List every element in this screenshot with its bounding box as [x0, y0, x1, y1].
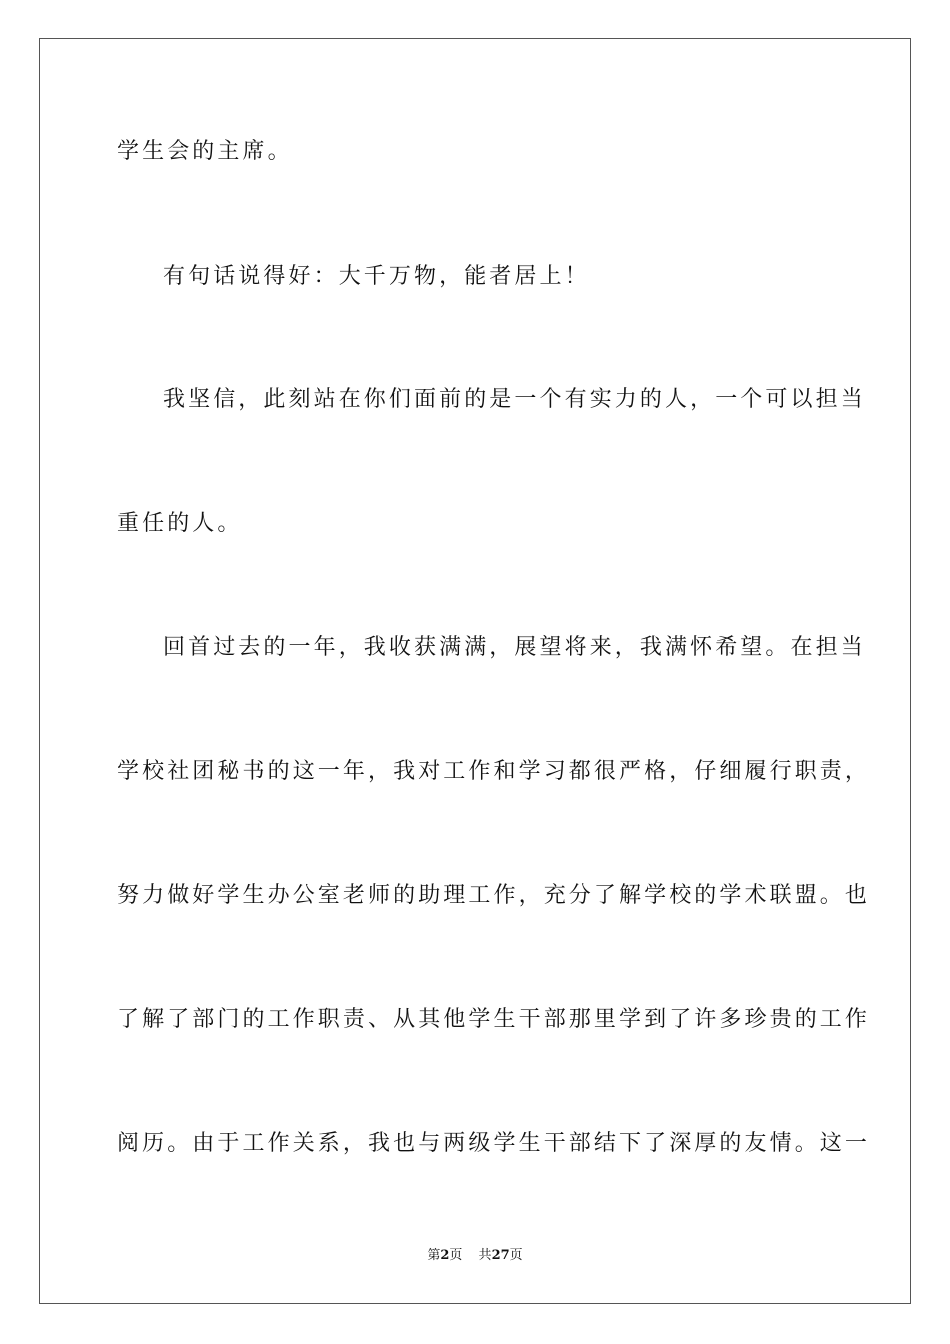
text-line: 了解了部门的工作职责、从其他学生干部那里学到了许多珍贵的工作 [117, 1007, 871, 1032]
page-frame [39, 38, 911, 1304]
page-footer [0, 1247, 950, 1265]
text-line: 我坚信，此刻站在你们面前的是一个有实力的人，一个可以担当 [163, 387, 866, 412]
page-indicator: 第2页 [427, 1248, 463, 1263]
text-line: 努力做好学生办公室老师的助理工作，充分了解学校的学术联盟。也 [117, 883, 871, 908]
text-line: 回首过去的一年，我收获满满，展望将来，我满怀希望。在担当 [163, 635, 866, 660]
text-line: 有句话说得好：大千万物，能者居上！ [163, 264, 590, 289]
total-pages-indicator: 共27页 [478, 1248, 523, 1263]
text-line: 重任的人。 [117, 511, 243, 536]
text-line: 学生会的主席。 [117, 139, 293, 164]
text-line: 阅历。由于工作关系，我也与两级学生干部结下了深厚的友情。这一 [117, 1131, 871, 1156]
page-number: 2 [440, 1248, 450, 1263]
text-line: 学校社团秘书的这一年，我对工作和学习都很严格，仔细履行职责， [117, 759, 871, 784]
total-pages: 27 [491, 1248, 510, 1263]
